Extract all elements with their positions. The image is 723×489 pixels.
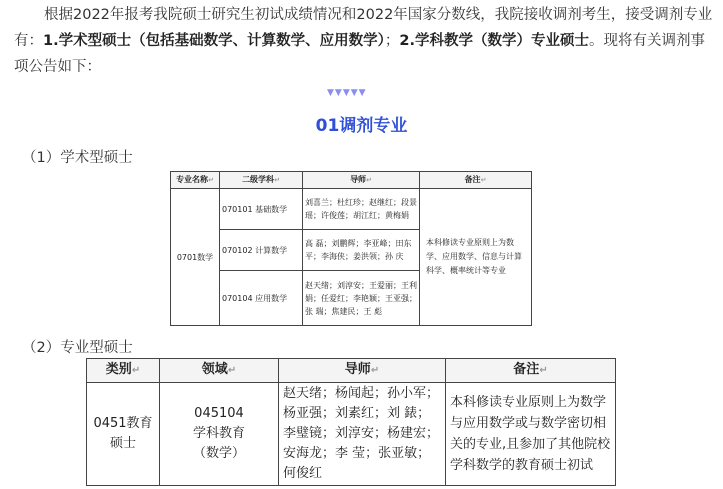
advisor-line: 何俊红 <box>283 466 323 481</box>
discipline-cell: 070104 应用数学 <box>220 271 303 326</box>
discipline-cell: 070101 基础数学 <box>220 189 303 230</box>
header-category: 类别↵ <box>87 359 160 383</box>
header-advisor: 导师↵ <box>303 172 420 189</box>
remark-cell: 本科修读专业原则上为数学、应用数学、信息与计算科学、概率统计等专业 <box>420 189 532 326</box>
intro-text-2: ； <box>384 33 400 49</box>
academic-table-header <box>171 172 532 189</box>
advisor-line: 李璧镜；刘淳安；杨建宏； <box>283 426 440 441</box>
header-field: 领域↵ <box>160 359 279 383</box>
header-remark: 备注↵ <box>446 359 616 383</box>
header-major: 专业名称↵ <box>171 172 220 189</box>
intro-text-1: 根据2022年报考我院硕士研究生初试成绩情况和2022年国家分数线，我院接收调剂考生，接受调剂专业有： <box>14 7 713 49</box>
professional-table-header <box>87 359 616 383</box>
table-row <box>171 189 532 230</box>
triangle-decoration: ▼▼▼▼▼ <box>327 88 367 98</box>
academic-table <box>170 171 532 326</box>
advisor-line: 赵天绪；杨闻起；孙小军； <box>283 386 440 401</box>
field-sub: （数学） <box>192 446 245 461</box>
header-secondary: 二级学科↵ <box>220 172 303 189</box>
advisors-cell <box>279 383 446 486</box>
remark-cell: 本科修读专业原则上为数学与应用数学或与数学密切相关的专业,且参加了其他院校学科数学的教育硕士初试 <box>446 383 616 486</box>
advisors-cell: 刘喜兰；杜红珍；赵继红；段景瑶；许俊莲；胡江红；黄梅娟 <box>303 189 420 230</box>
advisors-cell: 高 磊；刘鹏辉；李亚峰；田东平；李海侠；姜洪领；孙 庆 <box>303 230 420 271</box>
category-cell: 0451教育硕士 <box>87 383 160 486</box>
intro-bold-2: 2.学科教学（数学）专业硕士 <box>399 33 589 49</box>
field-cell <box>160 383 279 486</box>
field-code: 045104 <box>194 406 244 421</box>
section-title: 01调剂专业 <box>315 116 408 136</box>
professional-heading: （2）专业型硕士 <box>22 340 133 356</box>
intro-text-3: 。现将有关调剂事项公告如下： <box>14 33 705 75</box>
header-advisor: 导师↵ <box>279 359 446 383</box>
intro-paragraph <box>14 2 714 80</box>
major-cell: 0701数学 <box>171 189 220 326</box>
academic-heading: （1）学术型硕士 <box>22 150 133 166</box>
discipline-cell: 070102 计算数学 <box>220 230 303 271</box>
advisors-cell: 赵天绪；刘淳安；王爱丽；王利娟；任爱红；李艳颖；王亚强；张 瑞；焦建民；王 彪 <box>303 271 420 326</box>
professional-table <box>86 358 616 486</box>
advisor-line: 安海龙；李 莹；张亚敏； <box>283 446 431 461</box>
field-name: 学科教育 <box>192 426 245 441</box>
table-row <box>87 383 616 486</box>
header-remark: 备注↵ <box>420 172 532 189</box>
intro-bold-1: 1.学术型硕士（包括基础数学、计算数学、应用数学） <box>43 33 385 49</box>
advisor-line: 杨亚强；刘素红；刘 錶； <box>283 406 431 421</box>
